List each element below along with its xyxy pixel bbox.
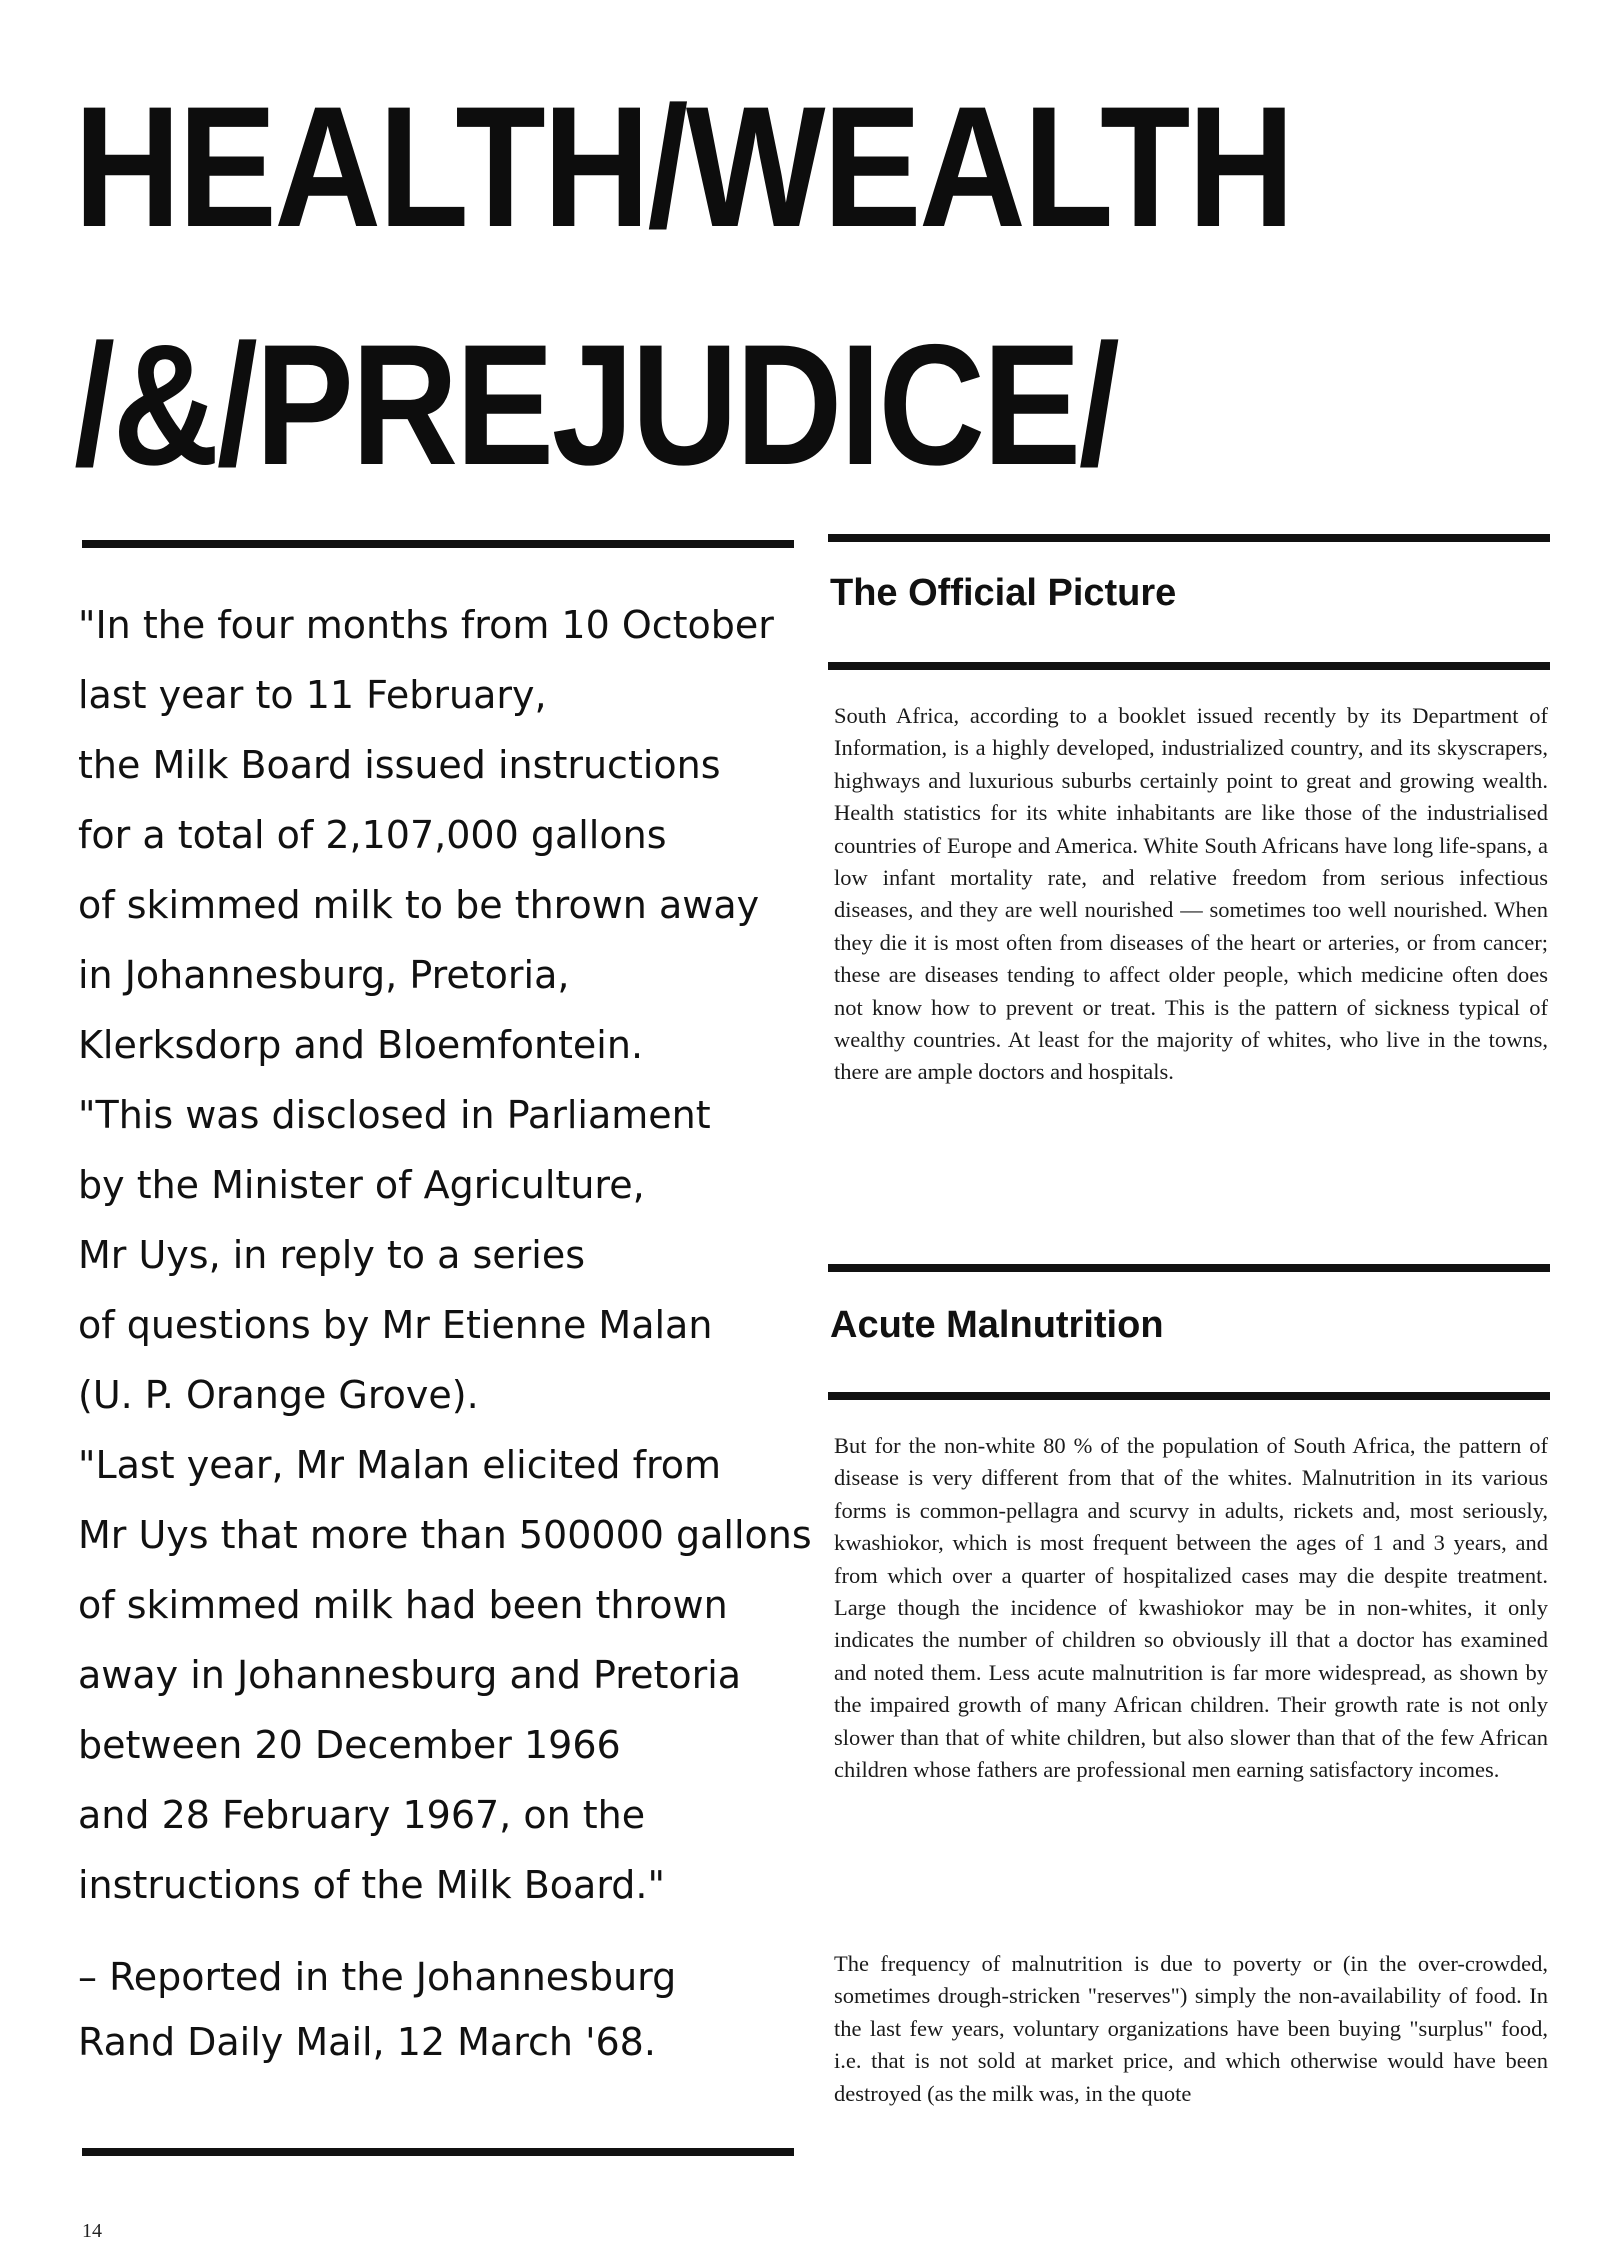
quote-line: and 28 February 1967, on the [78,1793,646,1837]
acute-malnutrition-paragraph-1: But for the non-white 80 % of the population of South Africa, the pattern of disease is very different from that of the whites. Malnutrition in its various forms is common-pellagra and scurvy in adults, rickets and, most seriously, kwashiokor, which is most frequent between the ages of 1 and 3 years, and from which over a quarter of hospitalized cases may die despite treatment. Large though the incidence of kwashiokor may be in non-whites, it only indicates the number of children so obviously ill that a doctor has examined and noted them. Less acute malnutrition is far more widespread, as shown by the impaired growth of many African children. Their growth rate is not only slower than that of white children, but also slower than that of the few African children whose fathers are professional men earning satisfactory incomes. [834,1433,1548,1783]
quote-line: of questions by Mr Etienne Malan [78,1303,713,1347]
quote-line: Mr Uys that more than 500000 gallons [78,1513,812,1557]
acute-malnutrition-paragraph-2: The frequency of malnutrition is due to poverty or (in the over-crowded, sometimes drough-stricken "reserves") simply the non-availability of food. In the last few years, voluntary organizations have been buying "surplus" food, i.e. that is not sold at market price, and which otherwise would have been destroyed (as the milk was, in the quote [834,1951,1548,2106]
quote-line: of skimmed milk had been thrown [78,1583,728,1627]
quote-line: "Last year, Mr Malan elicited from [78,1443,722,1487]
milk-board-quote [78,590,812,1920]
rule-right-top [828,534,1550,542]
attribution-line-2: Rand Daily Mail, 12 March '68. [78,2020,656,2064]
quote-line: last year to 11 February, [78,673,547,717]
headline-line-1: HEALTH/WEALTH [74,71,1293,263]
rule-right-mid [828,1264,1550,1272]
attribution-line-1: – Reported in the Johannesburg [78,1955,677,1999]
headline-line-2: /&/PREJUDICE/ [74,309,1118,501]
quote-line: between 20 December 1966 [78,1723,621,1767]
rule-right-under-heading-1 [828,662,1550,670]
quote-line: (U. P. Orange Grove). [78,1373,479,1417]
quote-line: instructions of the Milk Board." [78,1863,665,1907]
rule-right-under-heading-2 [828,1392,1550,1400]
quote-line: by the Minister of Agriculture, [78,1163,645,1207]
section-heading-official-picture: The Official Picture [830,572,1177,614]
section-heading-acute-malnutrition: Acute Malnutrition [830,1304,1164,1346]
rule-left-top [82,540,794,548]
page-number: 14 [82,2220,102,2242]
quote-line: for a total of 2,107,000 gallons [78,813,667,857]
quote-attribution [78,1945,808,2075]
page-headline [74,48,1364,524]
quote-line: Klerksdorp and Bloemfontein. [78,1023,644,1067]
quote-line: Mr Uys, in reply to a series [78,1233,586,1277]
rule-left-bottom [82,2148,794,2156]
quote-line: away in Johannesburg and Pretoria [78,1653,742,1697]
quote-line: of skimmed milk to be thrown away [78,883,760,927]
quote-line: "In the four months from 10 October [78,603,774,647]
quote-line: the Milk Board issued instructions [78,743,721,787]
quote-line: "This was disclosed in Parliament [78,1093,711,1137]
quote-line: in Johannesburg, Pretoria, [78,953,570,997]
official-picture-text: South Africa, according to a booklet issued recently by its Department of Information, is a highly developed, industrialized country, and its skyscrapers, highways and luxurious suburbs certainly point to great and growing wealth. Health statistics for its white inhabitants are like those of the industrialised countries of Europe and America. White South Africans have long life-spans, a low infant mortality rate, and relative freedom from serious infectious diseases, and they are well nourished — sometimes too well nourished. When they die it is most often from diseases of the heart or arteries, or from cancer; these are diseases tending to affect older people, which medicine often does not know how to prevent or treat. This is the pattern of sickness typical of wealthy countries. At least for the majority of whites, who live in the towns, there are ample doctors and hospitals. [834,703,1548,1085]
